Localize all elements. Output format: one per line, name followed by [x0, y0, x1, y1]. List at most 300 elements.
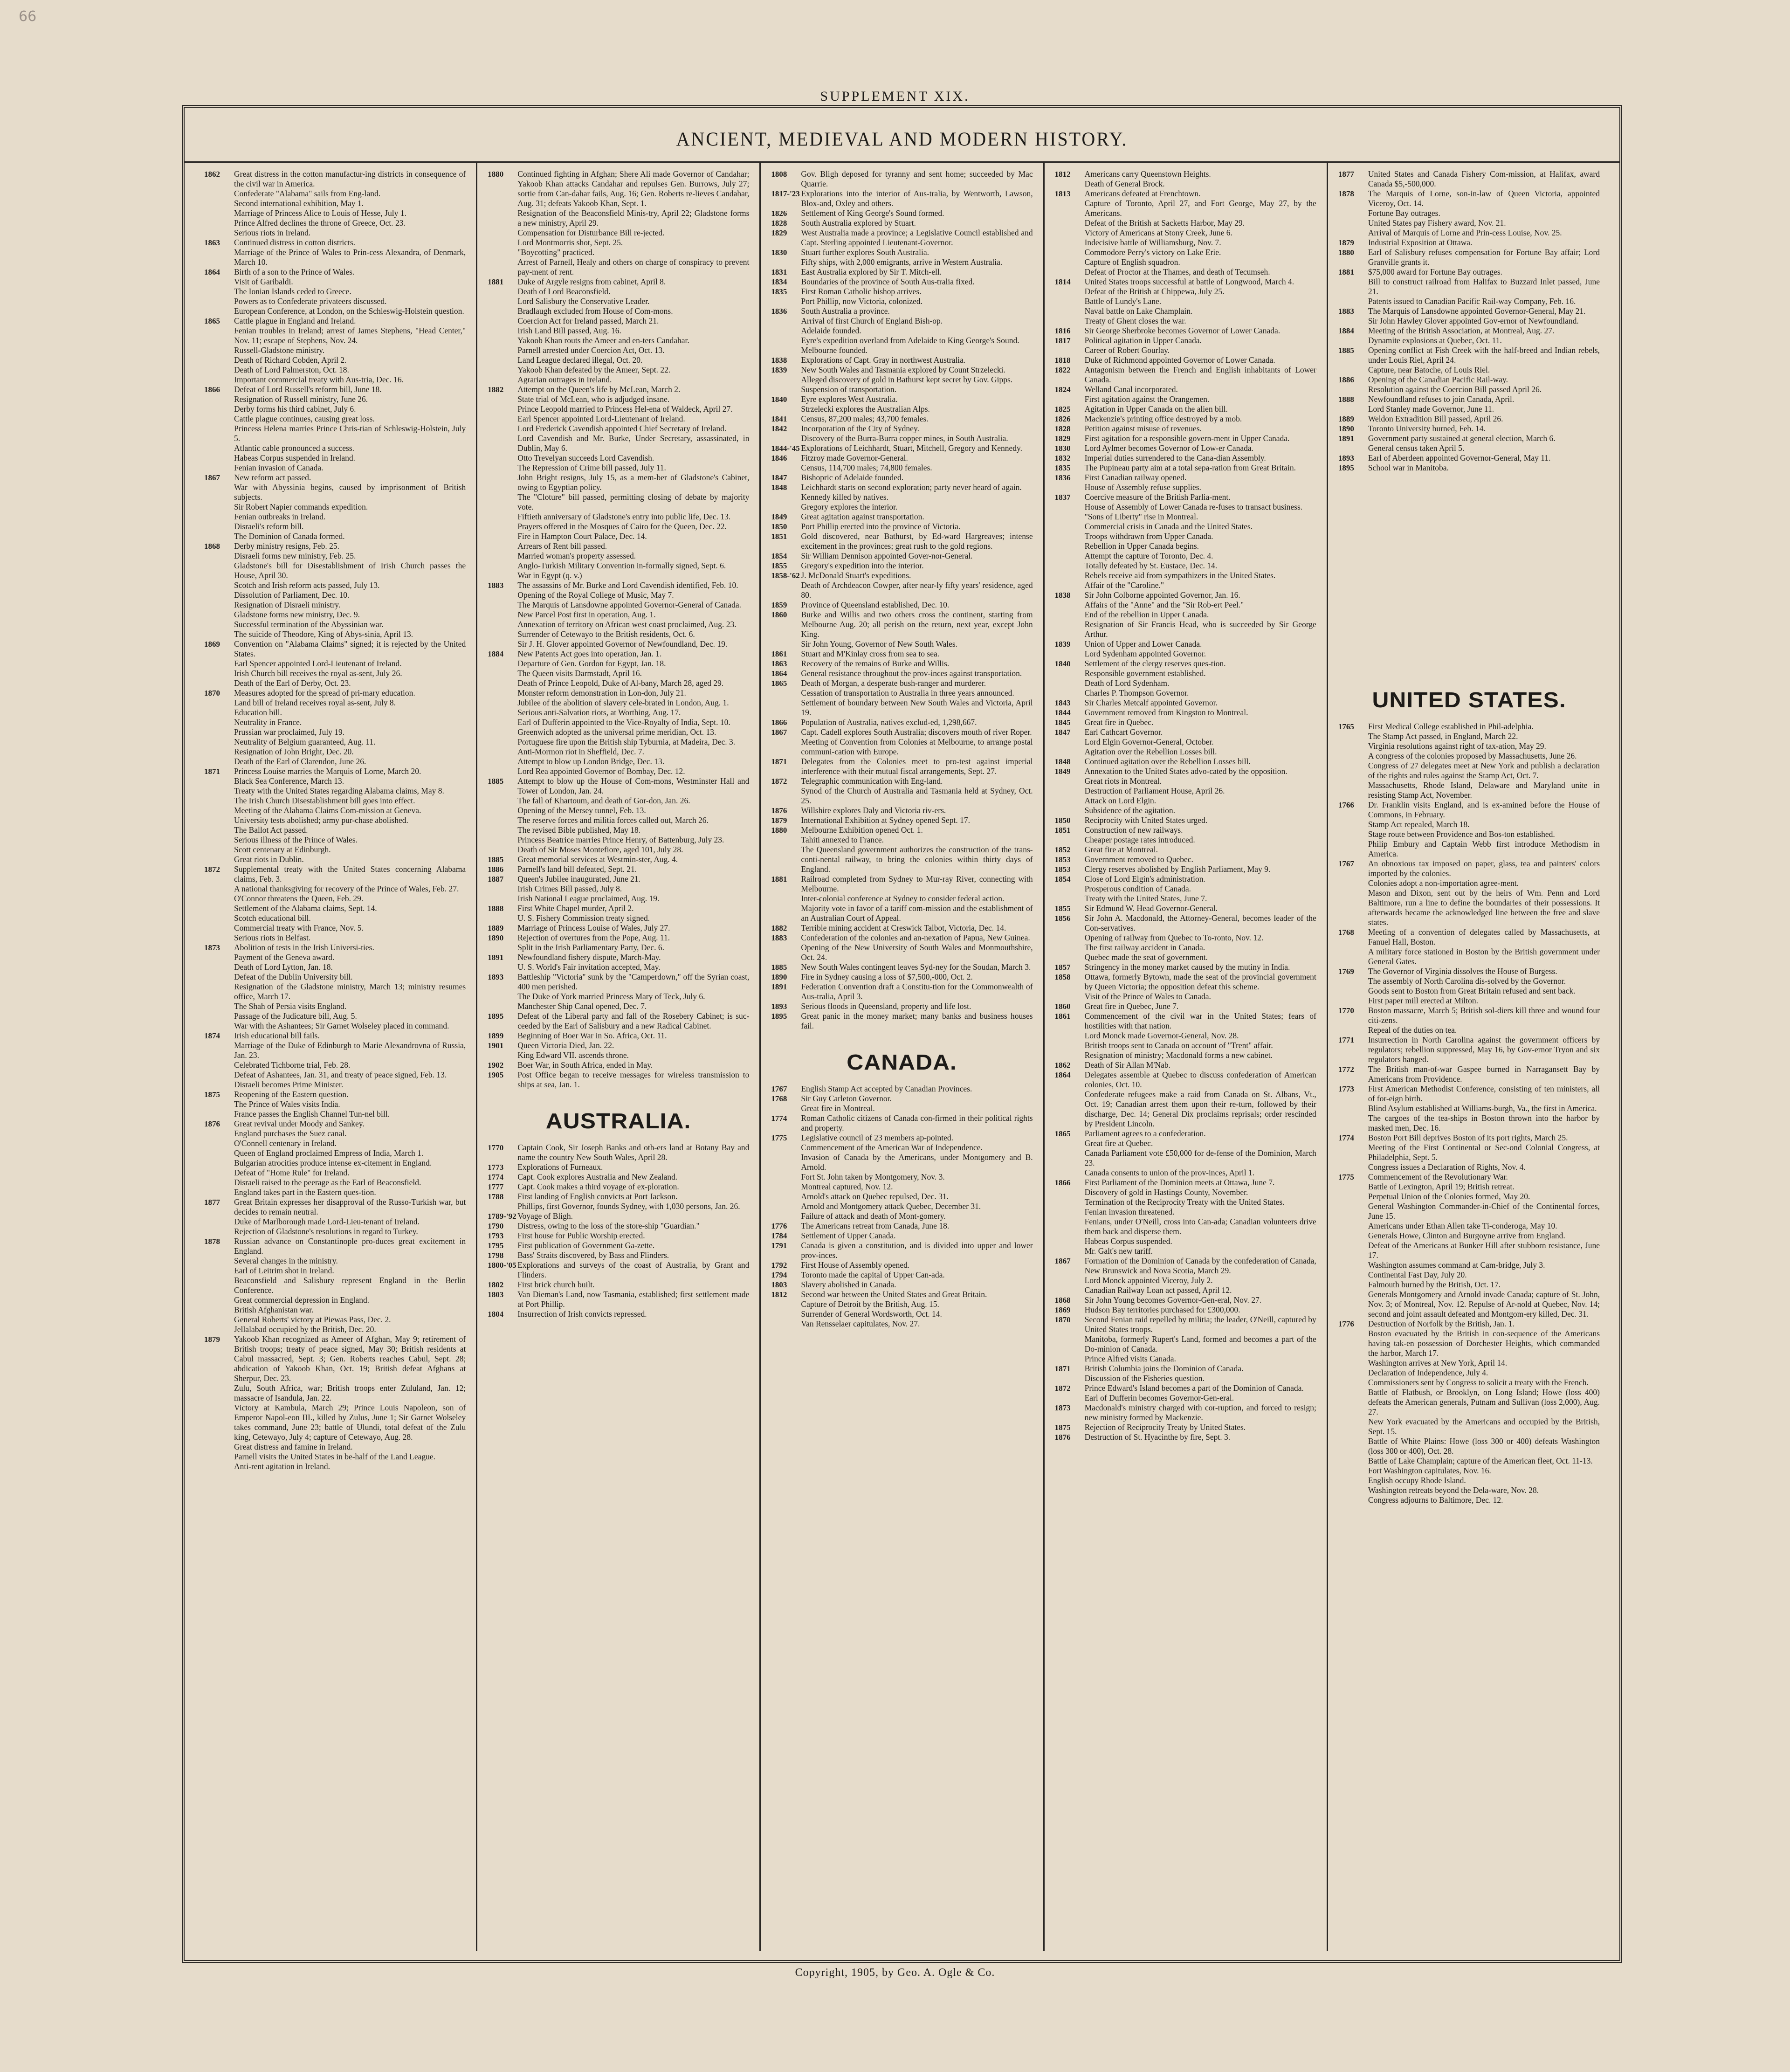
entry-line: Massachusetts, Rhode Island, Delaware and Maryland unite in resisting Stamp Act, November.: [1368, 780, 1600, 800]
entry-line: Census, 87,200 males; 43,700 females.: [801, 414, 929, 423]
entry-line: Eyre explores West Australia.: [801, 394, 898, 404]
entry-text: [801, 267, 1033, 277]
entry-line: Alleged discovery of gold in Bathurst kept secret by Gov. Gipps.: [801, 375, 1013, 384]
entry-text: [1368, 1133, 1600, 1172]
entry-line: Construction of new railways.: [1084, 825, 1183, 835]
entry-year: 1828: [1054, 424, 1071, 433]
entry-line: Americans under Ethan Allen take Ti-conderoga, May 10.: [1368, 1221, 1557, 1230]
history-entry: [771, 1094, 1033, 1113]
entry-line: Stringency in the money market caused by the mutiny in India.: [1084, 962, 1290, 972]
entry-line: Delegates from the Colonies meet to pro-test against imperial interference with their mutual fiscal arrangements, Sept. 27.: [801, 757, 1033, 776]
entry-line: Opening of the New University of South Wales and Monmouthshire, Oct. 24.: [801, 943, 1033, 962]
history-entry: [1055, 845, 1316, 855]
entry-line: Great distress and famine in Ireland.: [234, 1442, 353, 1451]
entry-year: 1789-'92: [488, 1212, 516, 1221]
entry-line: The first railway accident in Canada.: [1084, 943, 1205, 952]
entry-year: 1881: [1338, 268, 1354, 276]
entry-line: Capt. Cadell explores South Australia; discovers mouth of river Roper.: [801, 727, 1032, 737]
entry-year: 1792: [771, 1261, 787, 1270]
history-entry: [771, 512, 1033, 522]
entry-line: Termination of the Reciprocity Treaty with the United States.: [1084, 1197, 1285, 1207]
entry-text: [801, 600, 1033, 610]
entry-line: U. S. Fishery Commission treaty signed.: [517, 913, 650, 923]
entry-line: United States pay Fishery award, Nov. 21.: [1368, 218, 1506, 228]
entry-text: [1085, 365, 1316, 385]
entry-year: 1873: [204, 943, 220, 952]
entry-year: 1886: [488, 865, 504, 874]
entry-year: 1816: [1054, 326, 1071, 335]
history-entry: [488, 1250, 749, 1260]
entry-line: Naval battle on Lake Champlain.: [1084, 306, 1193, 316]
entry-text: [1368, 1006, 1600, 1035]
history-entry: [1338, 859, 1600, 927]
entry-line: Falmouth burned by the British, Oct. 17.: [1368, 1280, 1501, 1289]
history-entry: [1055, 189, 1316, 277]
entry-line: Affair of the "Caroline.": [1084, 580, 1164, 590]
entry-line: Great commercial depression in England.: [234, 1295, 370, 1305]
entry-line: Parnell's land bill defeated, Sept. 21.: [517, 864, 637, 874]
entry-text: [1085, 864, 1316, 874]
entry-text: [1368, 1172, 1600, 1319]
history-entry: [1338, 375, 1600, 394]
history-entry: [771, 228, 1033, 248]
entry-line: European Conference, at London, on the Schleswig-Holstein question.: [234, 306, 464, 316]
entry-text: [1368, 1064, 1600, 1084]
entry-line: The reserve forces and militia forces called out, March 26.: [517, 815, 709, 825]
history-entry: [1055, 404, 1316, 414]
entry-text: [234, 1334, 466, 1471]
entry-text: [801, 355, 1033, 365]
entry-line: Imperial duties surrendered to the Cana-dian Assembly.: [1084, 453, 1266, 463]
entry-year: 1871: [771, 757, 787, 766]
entry-year: 1828: [771, 219, 787, 228]
entry-line: Government removed from Kingston to Montreal.: [1084, 708, 1248, 717]
entry-year: 1851: [771, 532, 787, 541]
history-entry: [1338, 189, 1600, 238]
entry-line: Battle of Lake Champlain; capture of the American fleet, Oct. 11-13.: [1368, 1456, 1593, 1465]
entry-text: [1085, 962, 1316, 972]
entry-text: [801, 874, 1033, 923]
entry-year: 1877: [204, 1198, 220, 1207]
entry-line: Capture, near Batoche, of Louis Riel.: [1368, 365, 1490, 374]
canada-list: [771, 1084, 1033, 1329]
entry-line: Congress of 27 delegates meet at New York and publish a declaration of the rights and rules against the Stamp Act, Oct. 7.: [1368, 761, 1600, 780]
entry-text: [801, 1113, 1033, 1133]
entry-line: Philip Embury and Captain Webb first introduce Methodism in America.: [1368, 839, 1600, 858]
entry-line: Explorations of Leichhardt, Stuart, Mitchell, Gregory and Kennedy.: [801, 443, 1023, 453]
entry-line: Melbourne Exhibition opened Oct. 1.: [801, 825, 923, 835]
entry-year: 1868: [1054, 1296, 1071, 1305]
entry-line: Meeting of Convention from Colonies at Melbourne, to arrange postal communi-cation with Europe.: [801, 737, 1033, 756]
entry-text: [801, 443, 1033, 453]
entry-line: Manitoba, formerly Rupert's Land, formed and becomes a part of the Do-minion of Canada.: [1084, 1334, 1316, 1354]
entry-year: 1895: [1338, 463, 1354, 472]
entry-text: [1368, 453, 1600, 463]
entry-line: Prince Alfred visits Canada.: [1084, 1354, 1176, 1363]
entry-year: 1835: [771, 287, 787, 296]
entry-year: 1861: [771, 649, 787, 658]
entry-line: Virginia resolutions against right of tax-ation, May 29.: [1368, 741, 1546, 751]
history-entry: [204, 316, 466, 385]
history-entry: [1055, 1423, 1316, 1432]
entry-year: 1878: [204, 1237, 220, 1246]
entry-line: Majority vote in favor of a tariff com-mission and the establishment of an Australian Court of Appeal.: [801, 904, 1033, 923]
entry-line: Industrial Exposition at Ottawa.: [1368, 238, 1473, 247]
entry-line: Death of Lord Sydenham.: [1084, 678, 1170, 688]
entry-line: Fiftieth anniversary of Gladstone's entry into public life, Dec. 13.: [517, 512, 731, 521]
entry-line: Sir John Young becomes Governor-Gen-eral, Nov. 27.: [1084, 1295, 1262, 1305]
entry-line: Commercial crisis in Canada and the United States.: [1084, 522, 1253, 531]
entry-year: 1855: [771, 561, 787, 570]
entry-line: Fenian outbreaks in Ireland.: [234, 512, 326, 521]
entry-text: [801, 208, 1033, 218]
entry-year: 1812: [1054, 170, 1071, 179]
entry-year: 1826: [771, 209, 787, 218]
entry-year: 1777: [488, 1182, 504, 1191]
entry-year: 1899: [488, 1031, 504, 1040]
entry-line: Split in the Irish Parliamentary Party, Dec. 6.: [517, 943, 664, 952]
entry-line: Opening of the Mersey tunnel, Feb. 13.: [517, 806, 646, 815]
entry-year: 1876: [204, 1119, 220, 1128]
entry-text: [234, 316, 466, 385]
entry-line: The Ballot Act passed.: [234, 825, 308, 835]
entry-line: Boer War, in South Africa, ended in May.: [517, 1060, 653, 1070]
entry-line: War in Egypt (q. v.): [517, 571, 582, 580]
entry-line: Yakoob Khan defeated by the Ameer, Sept. 22.: [517, 365, 671, 374]
entry-line: Insurrection in North Carolina against the government officers by regulators; rebellion suppressed, May 16, by Gov-ernor Tryon and six regulators hanged.: [1368, 1035, 1600, 1064]
entry-line: Disraeli forms new ministry, Feb. 25.: [234, 551, 356, 560]
entry-line: General resistance throughout the prov-inces against transportation.: [801, 669, 1022, 678]
history-entry: [488, 933, 749, 953]
history-entry: [204, 767, 466, 864]
entry-text: [801, 933, 1033, 962]
history-entry: [488, 1260, 749, 1280]
entry-line: Sir J. H. Glover appointed Governor of Newfoundland, Dec. 19.: [517, 639, 728, 649]
entry-year: 1849: [771, 512, 787, 521]
entry-line: Close of Lord Elgin's administration.: [1084, 874, 1205, 884]
entry-line: An obnoxious tax imposed on paper, glass, tea and painters' colors imported by the colonies.: [1368, 859, 1600, 878]
entry-line: Prince Leopold married to Princess Hel-ena of Waldeck, April 27.: [517, 404, 733, 414]
history-entry: [771, 776, 1033, 806]
entry-line: The Ionian Islands ceded to Greece.: [234, 287, 351, 296]
entry-line: Serious anti-Salvation riots, at Worthing, Aug. 17.: [517, 708, 681, 717]
entry-line: Stamp Act repealed, March 18.: [1368, 820, 1470, 829]
history-entry: [488, 1309, 749, 1319]
entry-line: General census taken April 5.: [1368, 443, 1465, 453]
entry-line: The Marquis of Lorne, son-in-law of Queen Victoria, appointed Viceroy, Oct. 14.: [1368, 189, 1600, 208]
entry-line: Great agitation against transportation.: [801, 512, 924, 521]
history-entry: [1055, 718, 1316, 727]
entry-line: Capt. Cook makes a third voyage of ex-ploration.: [517, 1182, 679, 1191]
entry-line: Attempt the capture of Toronto, Dec. 4.: [1084, 551, 1213, 560]
entry-line: Continental Fast Day, July 20.: [1368, 1270, 1467, 1279]
history-entry: [488, 776, 749, 855]
history-entry: [771, 443, 1033, 453]
page-frame: [182, 105, 1622, 1963]
entry-line: Powers as to Confederate privateers discussed.: [234, 297, 387, 306]
history-entry: [771, 962, 1033, 972]
entry-line: Delegates assemble at Quebec to discuss confederation of American colonies, Oct. 10.: [1084, 1070, 1316, 1089]
history-entry: [204, 1031, 466, 1090]
history-entry: [1055, 1364, 1316, 1383]
entry-line: End of the rebellion in Upper Canada.: [1084, 610, 1209, 619]
entry-text: [1368, 306, 1600, 326]
entry-line: Americans defeated at Frenchtown.: [1084, 189, 1201, 198]
entry-line: Great fire at Montreal.: [1084, 845, 1158, 854]
entry-line: Abolition of tests in the Irish Universi-ties.: [234, 943, 374, 952]
entry-line: Meeting of the First Continental or Sec-ond Colonial Congress, at Philadelphia, Sept. 5.: [1368, 1143, 1600, 1162]
entry-year: 1887: [488, 875, 504, 884]
entry-line: First Parliament of the Dominion meets at Ottawa, June 7.: [1084, 1178, 1275, 1187]
history-entry: [771, 718, 1033, 727]
entry-text: [1085, 1423, 1316, 1432]
entry-year: 1767: [771, 1084, 787, 1093]
entry-line: House of Assembly of Lower Canada re-fuses to transact business.: [1084, 502, 1303, 511]
history-entry: [1055, 767, 1316, 815]
history-entry: [1055, 874, 1316, 904]
entry-text: [517, 1192, 749, 1211]
history-entry: [488, 1070, 749, 1090]
entry-line: A military force stationed in Boston by the British government under General Gates.: [1368, 947, 1600, 966]
entry-line: Scotch and Irish reform acts passed, July 13.: [234, 580, 380, 590]
entry-text: [517, 1290, 749, 1309]
entry-text: [1368, 345, 1600, 375]
entry-line: Washington retreats beyond the Dela-ware, Nov. 28.: [1368, 1485, 1539, 1495]
entry-line: Resolution against the Coercion Bill passed April 26.: [1368, 385, 1542, 394]
columns: [194, 163, 1610, 1951]
entry-line: Marriage of Princess Louise of Wales, July 27.: [517, 923, 670, 932]
entry-line: Atlantic cable pronounced a success.: [234, 443, 355, 453]
entry-year: 1873: [1054, 1403, 1071, 1412]
entry-line: Incorporation of the City of Sydney.: [801, 424, 919, 433]
entry-line: Post Office began to receive messages for wireless transmission to ships at sea, Jan. 1.: [517, 1070, 750, 1089]
entry-line: Second Fenian raid repelled by militia; the leader, O'Neill, captured by United States troops.: [1084, 1315, 1316, 1334]
entry-year: 1891: [1338, 434, 1354, 443]
entry-text: [1368, 1035, 1600, 1064]
entry-line: Population of Australia, natives exclud-ed, 1,298,667.: [801, 718, 977, 727]
entry-line: Attempt to blow up the House of Com-mons, Westminster Hall and Tower of London, Jan. 24.: [517, 776, 750, 795]
entry-text: [234, 169, 466, 238]
entry-line: "Sons of Liberty" rise in Montreal.: [1084, 512, 1198, 521]
entry-year: 1850: [771, 522, 787, 531]
entry-text: [1085, 355, 1316, 365]
entry-line: Great fire in Montreal.: [801, 1104, 875, 1113]
entry-line: United States and Canada Fishery Com-mission, at Halifax, award Canada $5,-500,000.: [1368, 169, 1600, 188]
entry-year: 1773: [1338, 1084, 1354, 1093]
entry-line: East Australia explored by Sir T. Mitch-ell.: [801, 267, 942, 276]
entry-year: 1847: [1054, 728, 1071, 737]
entry-line: Lord Rea appointed Governor of Bombay, Dec. 12.: [517, 767, 685, 776]
history-entry: [1055, 355, 1316, 365]
entry-line: Capture of Detroit by the British, Aug. 15.: [801, 1299, 939, 1309]
entry-line: Cattle plague in England and Ireland.: [234, 316, 356, 325]
entry-line: The Marquis of Lansdowne appointed Governor-General of Canada.: [517, 600, 741, 609]
entry-year: 1829: [771, 228, 787, 237]
history-entry: [771, 669, 1033, 678]
entry-year: 1774: [1338, 1133, 1354, 1142]
entry-line: Treaty with the United States, June 7.: [1084, 894, 1207, 903]
entry-text: [801, 228, 1033, 248]
entry-year: 1857: [1054, 963, 1071, 972]
entry-year: 1852: [1054, 845, 1071, 854]
entry-year: 1882: [771, 924, 787, 932]
entry-line: Battle of Lundy's Lane.: [1084, 297, 1162, 306]
entry-line: J. McDonald Stuart's expeditions.: [801, 571, 911, 580]
entry-line: France passes the English Channel Tun-nel bill.: [234, 1109, 390, 1119]
entry-line: Battle of Flatbush, or Brooklyn, on Long Island; Howe (loss 400) defeats the American generals, Putnam and Sullivan (loss 2,000), Aug. 27.: [1368, 1388, 1600, 1416]
entry-text: [517, 923, 749, 933]
entry-line: The Americans retreat from Canada, June 18.: [801, 1221, 950, 1230]
entry-year: 1840: [1054, 659, 1071, 668]
entry-line: Bill to construct railroad from Halifax to Buzzard Inlet passed, June 21.: [1368, 277, 1600, 296]
entry-line: Attempt on the Queen's life by McLean, March 2.: [517, 385, 681, 394]
entry-line: Greenwich adopted as the universal prime meridian, Oct. 13.: [517, 727, 716, 737]
entry-line: Prussian war proclaimed, July 19.: [234, 727, 345, 737]
entry-text: [517, 972, 749, 1011]
history-entry: [1055, 825, 1316, 845]
entry-year: 1848: [1054, 757, 1071, 766]
entry-year: 1882: [488, 385, 504, 394]
entry-line: Opening conflict at Fish Creek with the half-breed and Indian rebels, under Louis Riel, April 24.: [1368, 345, 1600, 365]
entry-year: 1829: [1054, 434, 1071, 443]
entry-text: [1085, 639, 1316, 659]
entry-year: 1768: [771, 1094, 787, 1103]
entry-line: Government party sustained at general election, March 6.: [1368, 434, 1556, 443]
entry-text: [801, 982, 1033, 1001]
entry-line: Black Sea Conference, March 13.: [234, 776, 344, 786]
entry-line: The Shah of Persia visits England.: [234, 1001, 347, 1011]
history-entry: [204, 1119, 466, 1197]
entry-year: 1905: [488, 1071, 504, 1079]
entry-line: New York evacuated by the Americans and occupied by the British, Sept. 15.: [1368, 1417, 1600, 1436]
history-entry: [1055, 1011, 1316, 1060]
history-entry: [488, 1162, 749, 1172]
history-entry: [771, 571, 1033, 600]
history-entry: [771, 933, 1033, 962]
entry-year: 1838: [771, 356, 787, 365]
entry-line: Important commercial treaty with Aus-tria, Dec. 16.: [234, 375, 404, 384]
entry-line: War with Abyssinia begins, caused by imprisonment of British subjects.: [234, 483, 466, 502]
entry-line: Battle of Lexington, April 19; British retreat.: [1368, 1182, 1515, 1191]
entry-line: The British man-of-war Gaspee burned in Narragansett Bay by Americans from Providence.: [1368, 1064, 1600, 1084]
entry-line: Death of Prince Leopold, Duke of Al-bany, March 28, aged 29.: [517, 678, 724, 688]
entry-line: Coercive measure of the British Parlia-ment.: [1084, 492, 1231, 502]
history-entry: [771, 1084, 1033, 1094]
entry-line: First agitation against the Orangemen.: [1084, 394, 1210, 404]
entry-line: The cargoes of the tea-ships in Boston thrown into the harbor by masked men, Dec. 16.: [1368, 1113, 1600, 1133]
entry-year: 1768: [1338, 928, 1354, 937]
entry-line: Death of Sir Moses Montefiore, aged 101, July 28.: [517, 845, 683, 854]
entry-year: 1770: [488, 1143, 504, 1152]
entry-line: Death of Morgan, a desperate bush-ranger and murderer.: [801, 678, 986, 688]
entry-line: Macdonald's ministry charged with cor-ruption, and forced to resign; new ministry formed by Mackenzie.: [1084, 1403, 1316, 1422]
entry-line: "Boycotting" practiced.: [517, 248, 595, 257]
entry-line: Stage route between Providence and Bos-ton established.: [1368, 829, 1555, 839]
entry-year: 1864: [204, 268, 220, 276]
history-entry: [1338, 306, 1600, 326]
entry-line: Legislative council of 23 members ap-pointed.: [801, 1133, 953, 1142]
entry-line: Bradlaugh excluded from House of Com-mons.: [517, 306, 673, 316]
entry-line: Tahiti annexed to France.: [801, 835, 884, 844]
entry-text: [234, 473, 466, 541]
entry-line: Birth of a son to the Prince of Wales.: [234, 267, 355, 276]
entry-line: Treaty with the United States regarding Alabama claims, May 8.: [234, 786, 444, 795]
entry-line: Commencement of the American War of Independence.: [801, 1143, 983, 1152]
entry-line: Phillips, first Governor, founds Sydney, with 1,030 persons, Jan. 26.: [517, 1202, 740, 1211]
entry-line: Princess Helena marries Prince Chris-tian of Schleswig-Holstein, July 5.: [234, 424, 466, 443]
history-entry: [1055, 434, 1316, 443]
entry-year: 1862: [204, 170, 220, 179]
entry-text: [1085, 463, 1316, 473]
entry-line: A congress of the colonies proposed by Massachusetts, June 26.: [1368, 751, 1577, 760]
history-entry: [204, 1334, 466, 1471]
history-entry: [771, 1260, 1033, 1270]
entry-year: 1875: [1054, 1423, 1071, 1432]
entry-year: 1895: [771, 1012, 787, 1021]
entry-text: [1085, 757, 1316, 767]
entry-text: [801, 727, 1033, 757]
entry-text: [1368, 394, 1600, 414]
history-entry: [488, 855, 749, 864]
entry-year: 1843: [1054, 698, 1071, 707]
entry-line: Bass' Straits discovered, by Bass and Flinders.: [517, 1250, 669, 1260]
entry-year: 1883: [771, 933, 787, 942]
entry-line: Sir Guy Carleton Governor.: [801, 1094, 892, 1103]
entry-line: Death of Sir Allan M'Nab.: [1084, 1060, 1171, 1070]
entry-line: Defeat of the British at Chippewa, July 25.: [1084, 287, 1225, 296]
entry-text: [1085, 1129, 1316, 1178]
entry-year: 1854: [771, 552, 787, 560]
entry-line: Invasion of Canada by the Americans, under Montgomery and B. Arnold.: [801, 1153, 1033, 1172]
entry-year: 1798: [488, 1251, 504, 1260]
entry-year: 1856: [1054, 914, 1071, 923]
entry-text: [1085, 277, 1316, 326]
entry-line: Lord Sydenham appointed Governor.: [1084, 649, 1206, 658]
entry-line: House of Assembly refuse supplies.: [1084, 483, 1201, 492]
history-entry: [488, 953, 749, 972]
entry-text: [801, 394, 1033, 414]
history-entry: [488, 580, 749, 649]
history-entry: [488, 1031, 749, 1041]
entry-line: Derby ministry resigns, Feb. 25.: [234, 541, 340, 551]
history-entry: [771, 365, 1033, 394]
entry-year: 1885: [771, 963, 787, 972]
history-entry: [771, 267, 1033, 277]
entry-year: 1818: [1054, 356, 1071, 365]
entry-line: Habeas Corpus suspended in Ireland.: [234, 453, 356, 463]
history-entry: [1338, 326, 1600, 345]
entry-text: [1085, 1256, 1316, 1295]
entry-line: The Queensland government authorizes the construction of the trans-conti-nental railway, to bring the colonies within thirty days of England.: [801, 845, 1033, 874]
united-states-heading: UNITED STATES.: [1372, 688, 1566, 712]
entry-line: England purchases the Suez canal.: [234, 1129, 347, 1138]
entry-line: Dissolution of Parliament, Dec. 10.: [234, 590, 350, 600]
entry-year: 1872: [771, 777, 787, 786]
entry-year: 1871: [1054, 1364, 1071, 1373]
entry-line: Earl of Salisbury refuses compensation for Fortune Bay affair; Lord Granville grants it.: [1368, 248, 1600, 267]
entry-year: 1814: [1054, 277, 1071, 286]
entry-line: Affairs of the "Anne" and the "Sir Rob-ert Peel.": [1084, 600, 1244, 609]
entry-line: First agitation for a responsible govern-ment in Upper Canada.: [1084, 434, 1290, 443]
history-entry: [1055, 1295, 1316, 1305]
entry-line: Serious riots in Belfast.: [234, 933, 311, 942]
canada-list-3: [1338, 169, 1600, 473]
entry-text: [801, 669, 1033, 678]
entry-line: Great revival under Moody and Sankey.: [234, 1119, 365, 1128]
entry-line: Scotch educational bill.: [234, 913, 311, 923]
entry-line: Commodore Perry's victory on Lake Erie.: [1084, 248, 1221, 257]
entry-year: 1886: [1338, 375, 1354, 384]
